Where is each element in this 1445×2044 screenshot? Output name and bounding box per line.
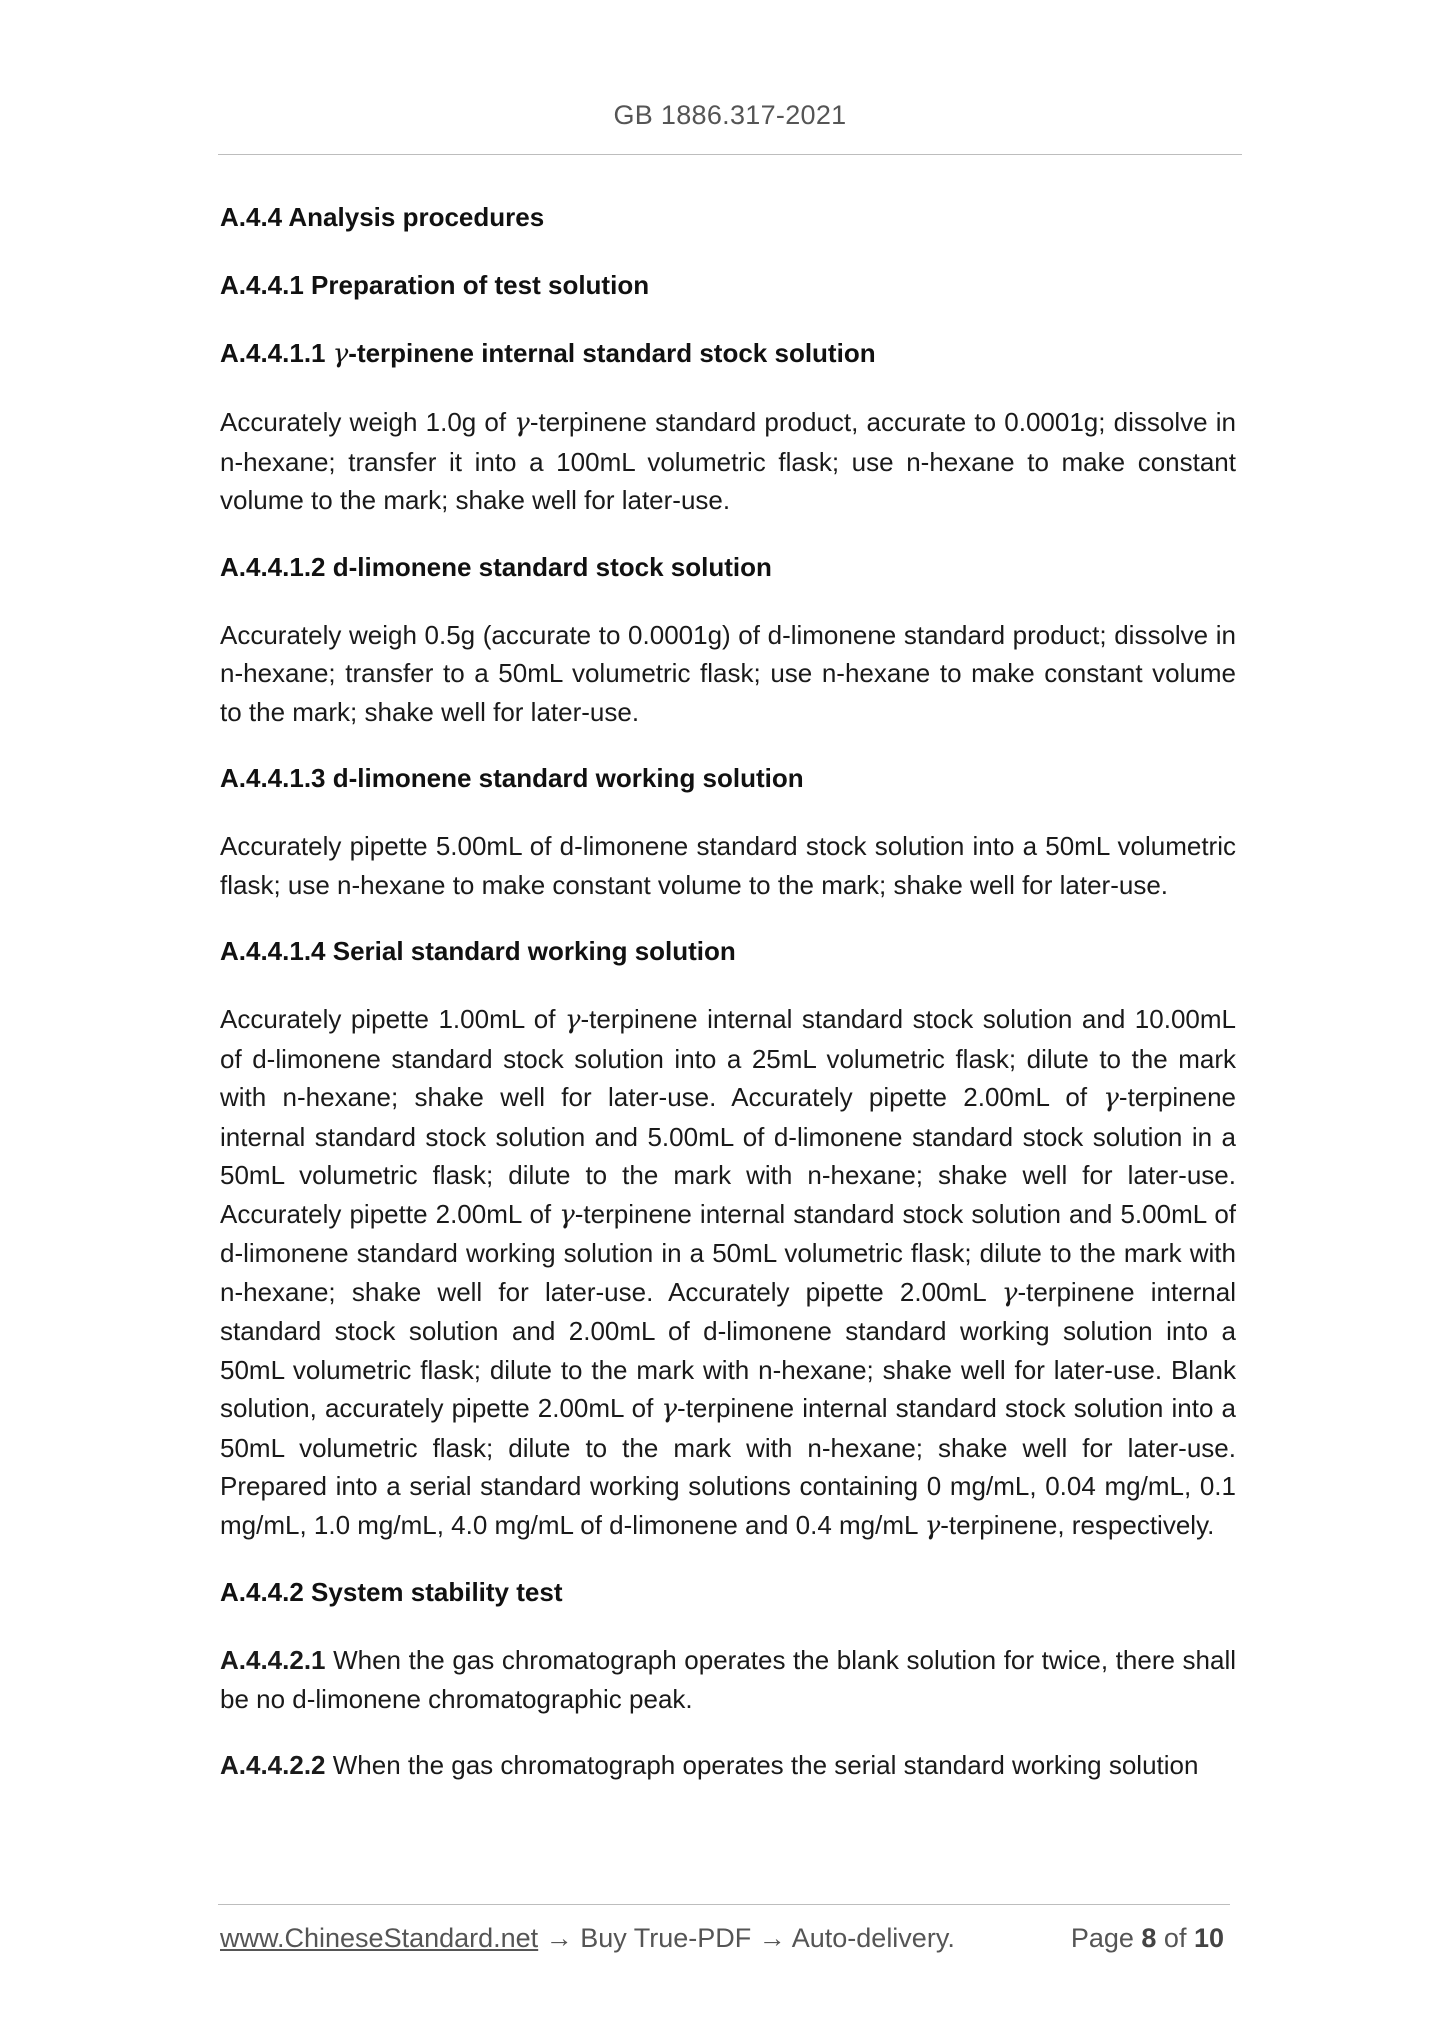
paragraph-terpinene-stock-preparation [220, 403, 1236, 520]
document-body [220, 198, 1236, 1813]
paragraph-serial-working-preparation [220, 1000, 1236, 1545]
gamma-symbol: γ [1001, 1277, 1018, 1308]
page-label: Page [1070, 1923, 1142, 1953]
gamma-symbol: γ [564, 1005, 581, 1035]
document-header-title: GB 1886.317-2021 [613, 100, 847, 130]
gamma-symbol: γ [332, 339, 349, 369]
section-heading-limonene-stock-solution: A.4.4.1.2 d-limonene standard stock solution [220, 551, 772, 582]
footer-promo-text: → Buy True-PDF → Auto-delivery. [538, 1923, 955, 1953]
page-of-label: of [1156, 1923, 1194, 1953]
paragraph-text: When the gas chromatograph operates the serial standard working solution [325, 1750, 1199, 1780]
section-heading-terpinene-stock-solution [220, 334, 1236, 373]
footer-divider [218, 1904, 1230, 1905]
paragraph-text: -terpinene internal standard stock solution and 10.00mL of d-limonene standard stock solution into a 25mL volumetric flask; dilute to the mark with n-hexane; shake well for later-use. Accurately pipette 2.00mL of [220, 1004, 1236, 1112]
paragraph-limonene-stock-preparation: Accurately weigh 0.5g (accurate to 0.0001g) of d-limonene standard product; dissolve in n-hexane; transfer to a 50mL volumetric flask; use n-hexane to make constant volume to the mark; shake well for later-use. [220, 619, 1236, 727]
gamma-symbol: γ [1103, 1083, 1119, 1113]
current-page: 8 [1141, 1923, 1157, 1953]
section-heading-serial-working-solution: A.4.4.1.4 Serial standard working solution [220, 936, 736, 966]
paragraph-text: -terpinene, respectively. [940, 1509, 1215, 1540]
section-heading-system-stability-test: A.4.4.2 System stability test [220, 1577, 563, 1607]
page-footer [220, 1923, 1232, 1963]
header-divider [218, 154, 1242, 155]
gamma-symbol: γ [559, 1199, 575, 1230]
paragraph-stability-blank [220, 1641, 1236, 1718]
paragraph-text: -terpinene standard product, accurate to 0.0001g; dissolve in n-hexane; transfer it into a 100mL volumetric flask; use n-hexane to make constant volume to the mark; shake well for later-use. [220, 407, 1236, 515]
paragraph-text: Accurately pipette 1.00mL of [220, 1004, 565, 1034]
clause-number: A.4.4.2.1 [220, 1645, 326, 1675]
paragraph-text: -terpinene internal standard stock solution and 2.00mL of d-limonene standard working solution into a 50mL volumetric flask; dilute to the mark with n-hexane; shake well for later-use. Blank solution, accurately pipette 2.00mL of [220, 1276, 1237, 1423]
gamma-symbol: γ [514, 408, 530, 438]
paragraph-text: -terpinene internal standard stock solution into a 50mL volumetric flask; dilute to the mark with n-hexane; shake well for later-use. Prepared into a serial standard working solutions containing 0 mg/mL, 0.04 mg/mL, 0.1 mg/mL, 1.0 mg/mL, 4.0 mg/mL of d-limonene and 0.4 mg/mL [220, 1393, 1236, 1540]
paragraph-limonene-working-preparation: Accurately pipette 5.00mL of d-limonene standard stock solution into a 50mL volumetric flask; use n-hexane to make constant volume to the mark; shake well for later-use. [220, 831, 1236, 900]
total-pages: 10 [1193, 1923, 1224, 1953]
page-number [1071, 1923, 1224, 1954]
gamma-symbol: γ [661, 1394, 678, 1424]
paragraph-text: Accurately weigh 1.0g of [220, 407, 515, 437]
footer-promo [220, 1923, 955, 1954]
paragraph-text: -terpinene internal standard stock solution and 5.00mL of d-limonene standard stock solution in a 50mL volumetric flask; dilute to the mark with n-hexane; shake well for later-use. Accurately pipette 2.00mL of [220, 1082, 1236, 1229]
section-heading-analysis-procedures: A.4.4 Analysis procedures [220, 202, 545, 232]
gamma-symbol: γ [924, 1510, 941, 1541]
clause-number: A.4.4.2.2 [220, 1750, 326, 1780]
paragraph-text: -terpinene internal standard stock solution and 5.00mL of d-limonene standard working solution in a 50mL volumetric flask; dilute to the mark with n-hexane; shake well for later-use. Accurately pipette 2.00mL [220, 1198, 1236, 1307]
website-link[interactable]: www.ChineseStandard.net [220, 1923, 539, 1953]
heading-number: A.4.4.1.1 [220, 338, 333, 368]
paragraph-stability-serial [220, 1746, 1236, 1785]
section-heading-preparation-of-test-solution: A.4.4.1 Preparation of test solution [220, 270, 650, 300]
paragraph-text: When the gas chromatograph operates the blank solution for twice, there shall be no d-limonene chromatographic peak. [220, 1645, 1236, 1714]
heading-text: -terpinene internal standard stock solution [348, 338, 876, 368]
section-heading-limonene-working-solution: A.4.4.1.3 d-limonene standard working solution [220, 763, 804, 793]
